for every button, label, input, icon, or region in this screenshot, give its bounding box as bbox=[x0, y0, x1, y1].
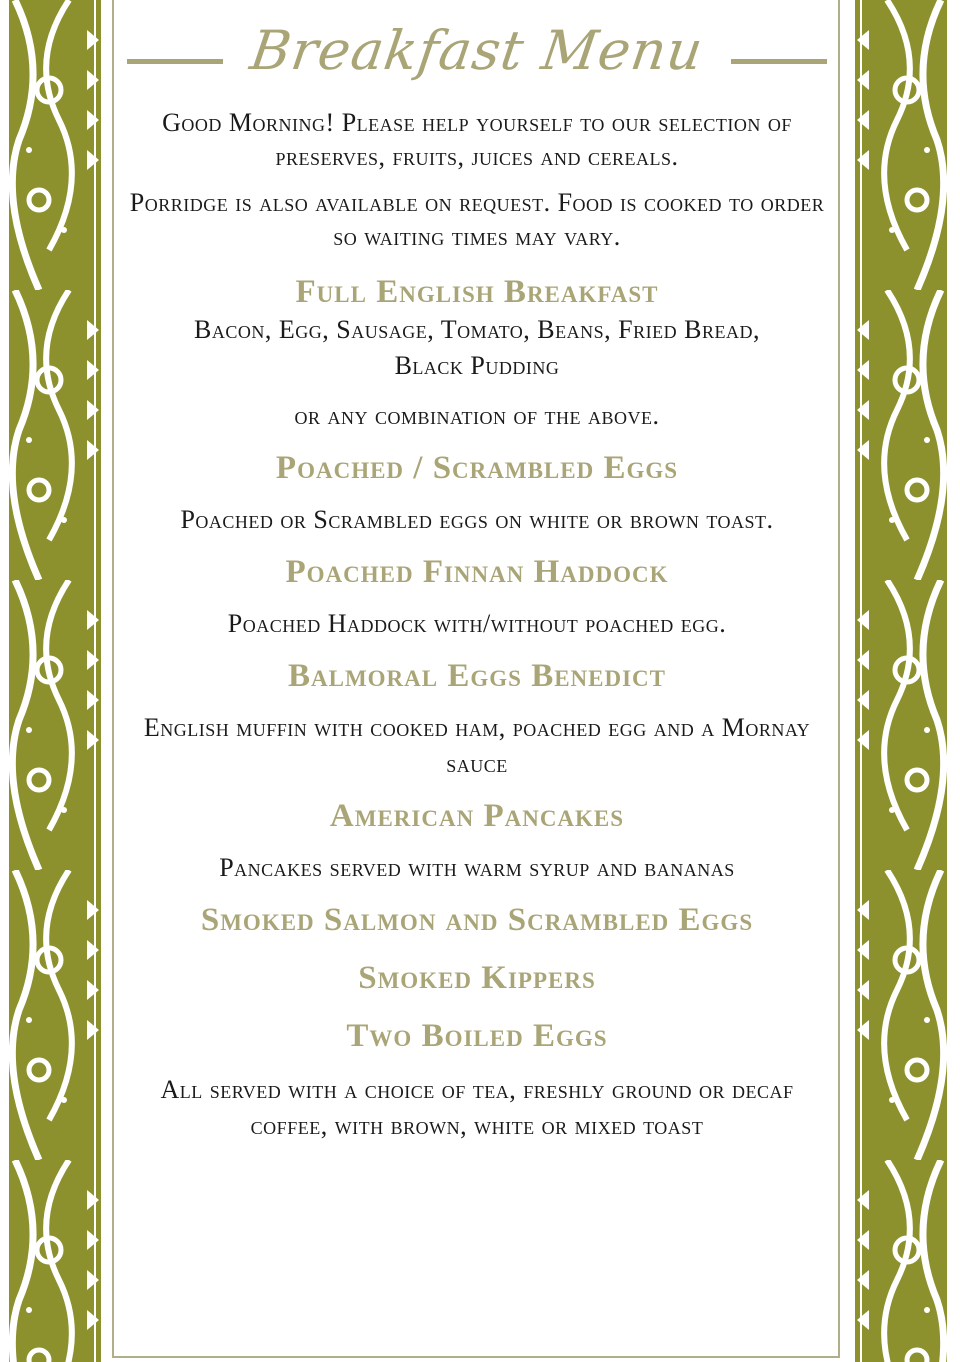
menu-item bbox=[118, 796, 836, 886]
menu-item-name: Smoked Salmon and Scrambled Eggs bbox=[200, 902, 754, 938]
ornament-pattern-icon bbox=[9, 0, 101, 1362]
title-rule-left bbox=[127, 59, 223, 64]
menu-item bbox=[118, 272, 836, 434]
menu-item-name: American Pancakes bbox=[329, 798, 625, 834]
menu-item bbox=[118, 656, 836, 782]
menu-item bbox=[118, 552, 836, 642]
menu-item-description: Poached Haddock with/without poached egg. bbox=[227, 609, 727, 638]
right-ornamental-border bbox=[855, 0, 947, 1362]
menu-content bbox=[118, 0, 836, 1144]
menu-item-name: Smoked Kippers bbox=[358, 960, 596, 996]
menu-item bbox=[118, 900, 836, 940]
menu-item-note: or any combination of the above. bbox=[294, 401, 660, 430]
menu-item-name: Two Boiled Eggs bbox=[346, 1018, 608, 1054]
menu-item-name: Full English Breakfast bbox=[295, 274, 659, 310]
footer-note: All served with a choice of tea, freshly ground or decaf coffee, with brown, white or mixed toast bbox=[160, 1075, 794, 1140]
ornament-pattern-icon bbox=[855, 0, 947, 1362]
left-ornamental-border bbox=[9, 0, 101, 1362]
menu-item bbox=[118, 958, 836, 998]
menu-item-name: Poached / Scrambled Eggs bbox=[275, 450, 679, 486]
menu-item-description: Bacon, Egg, Sausage, Tomato, Beans, Fried Bread, Black Pudding bbox=[194, 315, 760, 380]
menu-item-name: Poached Finnan Haddock bbox=[285, 554, 669, 590]
menu-item-description: English muffin with cooked ham, poached egg and a Mornay sauce bbox=[143, 713, 811, 778]
title-row bbox=[118, 0, 836, 100]
intro-text: Good Morning! Please help yourself to our selection of preserves, fruits, juices and cereals. bbox=[162, 108, 792, 171]
menu-item bbox=[118, 1016, 836, 1056]
menu-item-description: Pancakes served with warm syrup and bananas bbox=[219, 853, 735, 882]
menu-item bbox=[118, 448, 836, 538]
menu-item-name: Balmoral Eggs Benedict bbox=[287, 658, 667, 694]
menu-item-description: Poached or Scrambled eggs on white or brown toast. bbox=[180, 505, 774, 534]
intro-text: Porridge is also available on request. Food is cooked to order so waiting times may vary. bbox=[129, 188, 825, 251]
menu-title: Breakfast Menu bbox=[246, 18, 708, 82]
title-rule-right bbox=[731, 59, 827, 64]
